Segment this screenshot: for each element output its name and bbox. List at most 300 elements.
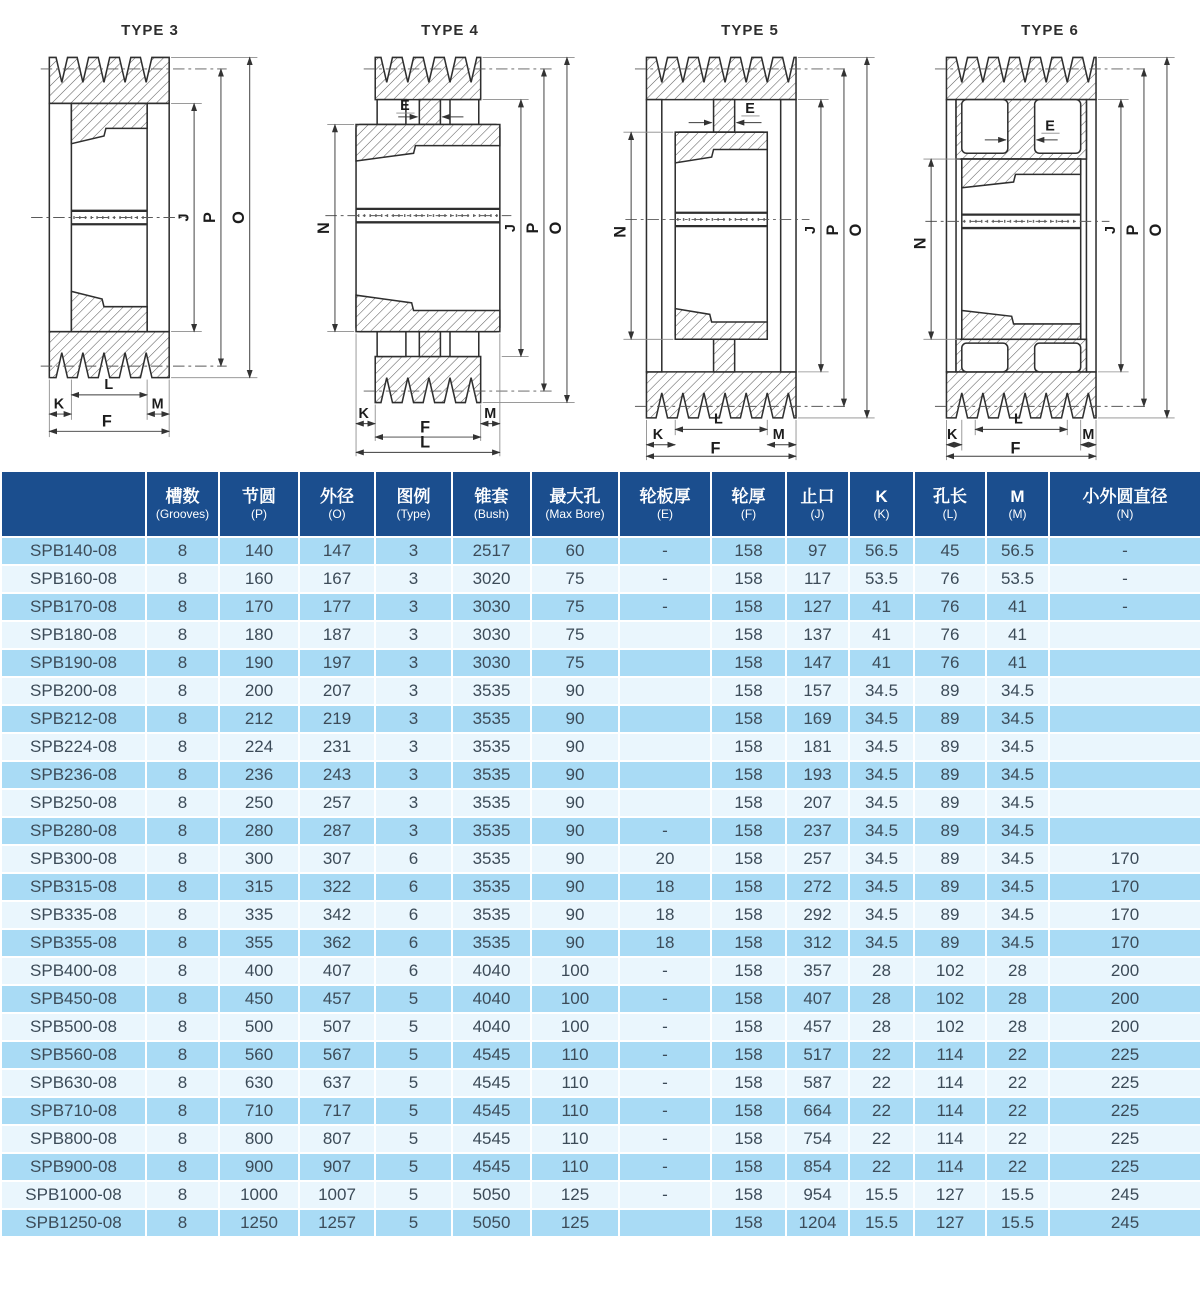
column-header: 外径 (O) [299,471,375,537]
value-cell: 710 [219,1097,299,1125]
value-cell: 137 [786,621,849,649]
value-cell: 28 [849,1013,914,1041]
value-cell: 5 [375,1125,452,1153]
value-cell: 34.5 [849,677,914,705]
diagram-type-4 [300,0,600,470]
value-cell: 170 [1049,845,1200,873]
diagram-type-6 [900,0,1200,470]
model-cell: SPB400-08 [1,957,146,985]
value-cell: 257 [299,789,375,817]
value-cell: 158 [711,929,786,957]
value-cell: 90 [531,873,619,901]
value-cell: 169 [786,705,849,733]
diagram-title: TYPE 3 [121,22,179,39]
table-row [1,649,1200,677]
value-cell: 100 [531,1013,619,1041]
value-cell: - [619,1181,711,1209]
value-cell: 8 [146,845,219,873]
value-cell: 34.5 [849,733,914,761]
model-cell: SPB800-08 [1,1125,146,1153]
value-cell: 8 [146,565,219,593]
value-cell: 22 [849,1097,914,1125]
table-row [1,705,1200,733]
value-cell: 3535 [452,901,531,929]
value-cell: 89 [914,901,986,929]
value-cell: 3 [375,677,452,705]
value-cell: - [1049,537,1200,565]
value-cell [1049,733,1200,761]
value-cell: 800 [219,1125,299,1153]
value-cell: - [619,1041,711,1069]
table-row [1,677,1200,705]
value-cell: 89 [914,761,986,789]
value-cell: 3030 [452,593,531,621]
value-cell: 250 [219,789,299,817]
value-cell: 225 [1049,1097,1200,1125]
value-cell: 56.5 [986,537,1049,565]
value-cell: 664 [786,1097,849,1125]
value-cell: 4545 [452,1041,531,1069]
value-cell: 8 [146,537,219,565]
value-cell: 3 [375,565,452,593]
value-cell: 400 [219,957,299,985]
value-cell: 110 [531,1041,619,1069]
value-cell: 342 [299,901,375,929]
value-cell: 89 [914,733,986,761]
value-cell: 257 [786,845,849,873]
table-row [1,1041,1200,1069]
value-cell: 243 [299,761,375,789]
value-cell: 34.5 [986,901,1049,929]
value-cell [619,733,711,761]
value-cell: 18 [619,901,711,929]
value-cell [1049,817,1200,845]
table-row [1,957,1200,985]
value-cell: 907 [299,1153,375,1181]
value-cell: - [619,1069,711,1097]
value-cell: 102 [914,1013,986,1041]
value-cell: 5 [375,1041,452,1069]
value-cell: 158 [711,789,786,817]
value-cell: 181 [786,733,849,761]
value-cell: 34.5 [849,817,914,845]
value-cell: 158 [711,677,786,705]
value-cell: 224 [219,733,299,761]
value-cell: 158 [711,1069,786,1097]
dim-label-n: N [315,222,334,234]
table-row [1,1097,1200,1125]
model-cell: SPB190-08 [1,649,146,677]
value-cell [1049,705,1200,733]
value-cell: 56.5 [849,537,914,565]
column-header: 锥套 (Bush) [452,471,531,537]
value-cell: 110 [531,1125,619,1153]
value-cell: 89 [914,929,986,957]
dim-label-j: J [176,213,193,222]
value-cell: 158 [711,873,786,901]
value-cell: 90 [531,789,619,817]
dim-label-k: K [53,396,65,413]
value-cell: 8 [146,789,219,817]
value-cell: 225 [1049,1153,1200,1181]
dim-label-j: J [803,225,820,234]
value-cell: 8 [146,1181,219,1209]
value-cell: 407 [786,985,849,1013]
dim-label-l: L [713,411,723,428]
value-cell: 4545 [452,1125,531,1153]
dim-label-n: N [911,237,930,250]
value-cell: 102 [914,957,986,985]
value-cell: 20 [619,845,711,873]
value-cell: 280 [219,817,299,845]
dim-label-m: M [772,426,785,443]
dim-label-n: N [611,226,630,238]
table-row [1,901,1200,929]
value-cell: 4545 [452,1069,531,1097]
value-cell: 450 [219,985,299,1013]
value-cell: 89 [914,845,986,873]
table-row [1,733,1200,761]
model-cell: SPB160-08 [1,565,146,593]
value-cell: 4040 [452,957,531,985]
value-cell: 41 [849,621,914,649]
table-row [1,929,1200,957]
column-header: 孔长 (L) [914,471,986,537]
value-cell: 158 [711,1097,786,1125]
value-cell: 335 [219,901,299,929]
table-row [1,621,1200,649]
value-cell: 34.5 [986,873,1049,901]
column-header [1,471,146,537]
value-cell [619,761,711,789]
value-cell [619,1209,711,1237]
value-cell: 8 [146,733,219,761]
value-cell: 3 [375,593,452,621]
value-cell [1049,677,1200,705]
value-cell: 190 [219,649,299,677]
value-cell: 8 [146,621,219,649]
table-row [1,789,1200,817]
column-header: 小外圆直径 (N) [1049,471,1200,537]
value-cell [619,705,711,733]
dim-label-l: L [1013,411,1023,428]
value-cell: 15.5 [849,1209,914,1237]
value-cell: 34.5 [986,733,1049,761]
table-row [1,845,1200,873]
value-cell: 8 [146,957,219,985]
value-cell: 158 [711,1181,786,1209]
column-header: 止口 (J) [786,471,849,537]
value-cell: 15.5 [986,1181,1049,1209]
value-cell: 355 [219,929,299,957]
value-cell: 3030 [452,621,531,649]
value-cell: 41 [849,593,914,621]
value-cell: 407 [299,957,375,985]
value-cell: - [619,957,711,985]
value-cell [1049,649,1200,677]
value-cell: 76 [914,565,986,593]
value-cell: 3535 [452,677,531,705]
value-cell: 197 [299,649,375,677]
value-cell: 457 [786,1013,849,1041]
value-cell: 41 [986,621,1049,649]
model-cell: SPB710-08 [1,1097,146,1125]
model-cell: SPB236-08 [1,761,146,789]
value-cell: 127 [786,593,849,621]
value-cell: 292 [786,901,849,929]
model-cell: SPB280-08 [1,817,146,845]
value-cell: 90 [531,817,619,845]
value-cell: 315 [219,873,299,901]
value-cell: 110 [531,1153,619,1181]
value-cell: - [619,1097,711,1125]
value-cell: 3535 [452,845,531,873]
value-cell: 158 [711,1209,786,1237]
model-cell: SPB630-08 [1,1069,146,1097]
model-cell: SPB170-08 [1,593,146,621]
value-cell: 34.5 [849,929,914,957]
value-cell: 167 [299,565,375,593]
value-cell: 22 [986,1125,1049,1153]
value-cell: 90 [531,677,619,705]
value-cell: 158 [711,1013,786,1041]
column-header: 槽数 (Grooves) [146,471,219,537]
value-cell: 34.5 [986,929,1049,957]
value-cell: 8 [146,1069,219,1097]
value-cell: 28 [849,985,914,1013]
dim-label-e: E [400,98,410,115]
value-cell: 89 [914,789,986,817]
value-cell: 245 [1049,1209,1200,1237]
value-cell: 125 [531,1181,619,1209]
value-cell: 8 [146,649,219,677]
value-cell: 630 [219,1069,299,1097]
value-cell: 22 [849,1125,914,1153]
value-cell: 34.5 [986,677,1049,705]
column-header: 轮厚 (F) [711,471,786,537]
value-cell: 236 [219,761,299,789]
value-cell: 1007 [299,1181,375,1209]
value-cell: 807 [299,1125,375,1153]
value-cell: 193 [786,761,849,789]
model-cell: SPB1000-08 [1,1181,146,1209]
dim-label-f: F [710,439,721,458]
value-cell: 6 [375,901,452,929]
model-cell: SPB900-08 [1,1153,146,1181]
value-cell: 357 [786,957,849,985]
value-cell: 4040 [452,1013,531,1041]
value-cell: 114 [914,1069,986,1097]
value-cell: 567 [299,1041,375,1069]
value-cell: 158 [711,565,786,593]
model-cell: SPB140-08 [1,537,146,565]
value-cell: 3535 [452,733,531,761]
value-cell: 8 [146,761,219,789]
value-cell: 3 [375,789,452,817]
value-cell: 89 [914,817,986,845]
diagram-title: TYPE 6 [1021,22,1079,39]
value-cell: 158 [711,817,786,845]
value-cell: 170 [1049,929,1200,957]
model-cell: SPB335-08 [1,901,146,929]
value-cell: 76 [914,593,986,621]
value-cell [1049,621,1200,649]
pulley-diagrams [0,0,1200,470]
value-cell: 158 [711,1125,786,1153]
value-cell: 158 [711,649,786,677]
value-cell: 157 [786,677,849,705]
value-cell: 147 [786,649,849,677]
value-cell: 637 [299,1069,375,1097]
model-cell: SPB300-08 [1,845,146,873]
value-cell: 225 [1049,1041,1200,1069]
value-cell: 34.5 [849,845,914,873]
value-cell: 22 [986,1069,1049,1097]
dim-label-f: F [1010,439,1021,458]
value-cell: 900 [219,1153,299,1181]
value-cell: 245 [1049,1181,1200,1209]
value-cell: 4545 [452,1153,531,1181]
value-cell: 147 [299,537,375,565]
value-cell: 6 [375,957,452,985]
value-cell: 114 [914,1041,986,1069]
value-cell: - [619,593,711,621]
value-cell: 114 [914,1097,986,1125]
dim-label-m: M [151,396,164,413]
value-cell: 560 [219,1041,299,1069]
column-header: 节圆 (P) [219,471,299,537]
value-cell: 312 [786,929,849,957]
value-cell: 18 [619,873,711,901]
value-cell: 34.5 [986,789,1049,817]
value-cell: 3535 [452,929,531,957]
value-cell: 158 [711,985,786,1013]
value-cell: 127 [914,1181,986,1209]
value-cell: 53.5 [986,565,1049,593]
value-cell: 4040 [452,985,531,1013]
column-header: 轮板厚 (E) [619,471,711,537]
value-cell: 8 [146,929,219,957]
value-cell: 170 [219,593,299,621]
value-cell: 717 [299,1097,375,1125]
table-row [1,873,1200,901]
value-cell: 200 [1049,957,1200,985]
value-cell: 8 [146,817,219,845]
value-cell: 8 [146,593,219,621]
value-cell: 158 [711,593,786,621]
dim-label-j: J [1103,225,1120,234]
value-cell: 114 [914,1153,986,1181]
table-row [1,985,1200,1013]
value-cell: 170 [1049,901,1200,929]
value-cell: 854 [786,1153,849,1181]
value-cell: 97 [786,537,849,565]
value-cell: 200 [219,677,299,705]
value-cell: 207 [299,677,375,705]
value-cell: 8 [146,1153,219,1181]
value-cell: 3535 [452,789,531,817]
value-cell: 8 [146,1209,219,1237]
value-cell: 5050 [452,1209,531,1237]
value-cell: 28 [849,957,914,985]
dim-label-m: M [484,405,497,422]
value-cell: 3 [375,733,452,761]
value-cell: 34.5 [849,873,914,901]
value-cell: 8 [146,1097,219,1125]
value-cell: 517 [786,1041,849,1069]
value-cell: - [619,537,711,565]
value-cell: 75 [531,593,619,621]
value-cell: 8 [146,1041,219,1069]
value-cell: 90 [531,705,619,733]
value-cell: 3535 [452,817,531,845]
dim-label-o: O [1147,223,1166,237]
table-row [1,1125,1200,1153]
model-cell: SPB560-08 [1,1041,146,1069]
value-cell: 15.5 [849,1181,914,1209]
value-cell: 5 [375,1181,452,1209]
value-cell: 53.5 [849,565,914,593]
value-cell: 28 [986,1013,1049,1041]
value-cell: 34.5 [849,789,914,817]
table-row [1,1013,1200,1041]
value-cell: 8 [146,677,219,705]
value-cell: 76 [914,649,986,677]
table-row [1,593,1200,621]
value-cell: 587 [786,1069,849,1097]
value-cell: 60 [531,537,619,565]
value-cell: 41 [986,649,1049,677]
value-cell: 507 [299,1013,375,1041]
model-cell: SPB224-08 [1,733,146,761]
value-cell: - [619,1013,711,1041]
value-cell: 322 [299,873,375,901]
value-cell: 89 [914,873,986,901]
value-cell: 34.5 [986,817,1049,845]
value-cell: 102 [914,985,986,1013]
value-cell: 3 [375,761,452,789]
value-cell: 1204 [786,1209,849,1237]
value-cell: - [619,1125,711,1153]
dim-label-o: O [229,211,248,224]
value-cell [1049,761,1200,789]
table-row [1,817,1200,845]
value-cell: 5 [375,1209,452,1237]
value-cell: 225 [1049,1069,1200,1097]
value-cell [619,789,711,817]
value-cell: 500 [219,1013,299,1041]
value-cell [1049,789,1200,817]
value-cell: 3 [375,537,452,565]
model-cell: SPB355-08 [1,929,146,957]
value-cell: 75 [531,621,619,649]
value-cell: 3535 [452,761,531,789]
model-cell: SPB180-08 [1,621,146,649]
value-cell: 8 [146,705,219,733]
model-cell: SPB250-08 [1,789,146,817]
diagram-title: TYPE 5 [721,22,779,39]
value-cell: 89 [914,705,986,733]
value-cell: 170 [1049,873,1200,901]
dim-label-f: F [101,412,112,431]
value-cell: 754 [786,1125,849,1153]
table-row [1,1153,1200,1181]
value-cell: 8 [146,873,219,901]
value-cell: - [619,817,711,845]
value-cell: 28 [986,957,1049,985]
value-cell: 100 [531,957,619,985]
value-cell: 187 [299,621,375,649]
